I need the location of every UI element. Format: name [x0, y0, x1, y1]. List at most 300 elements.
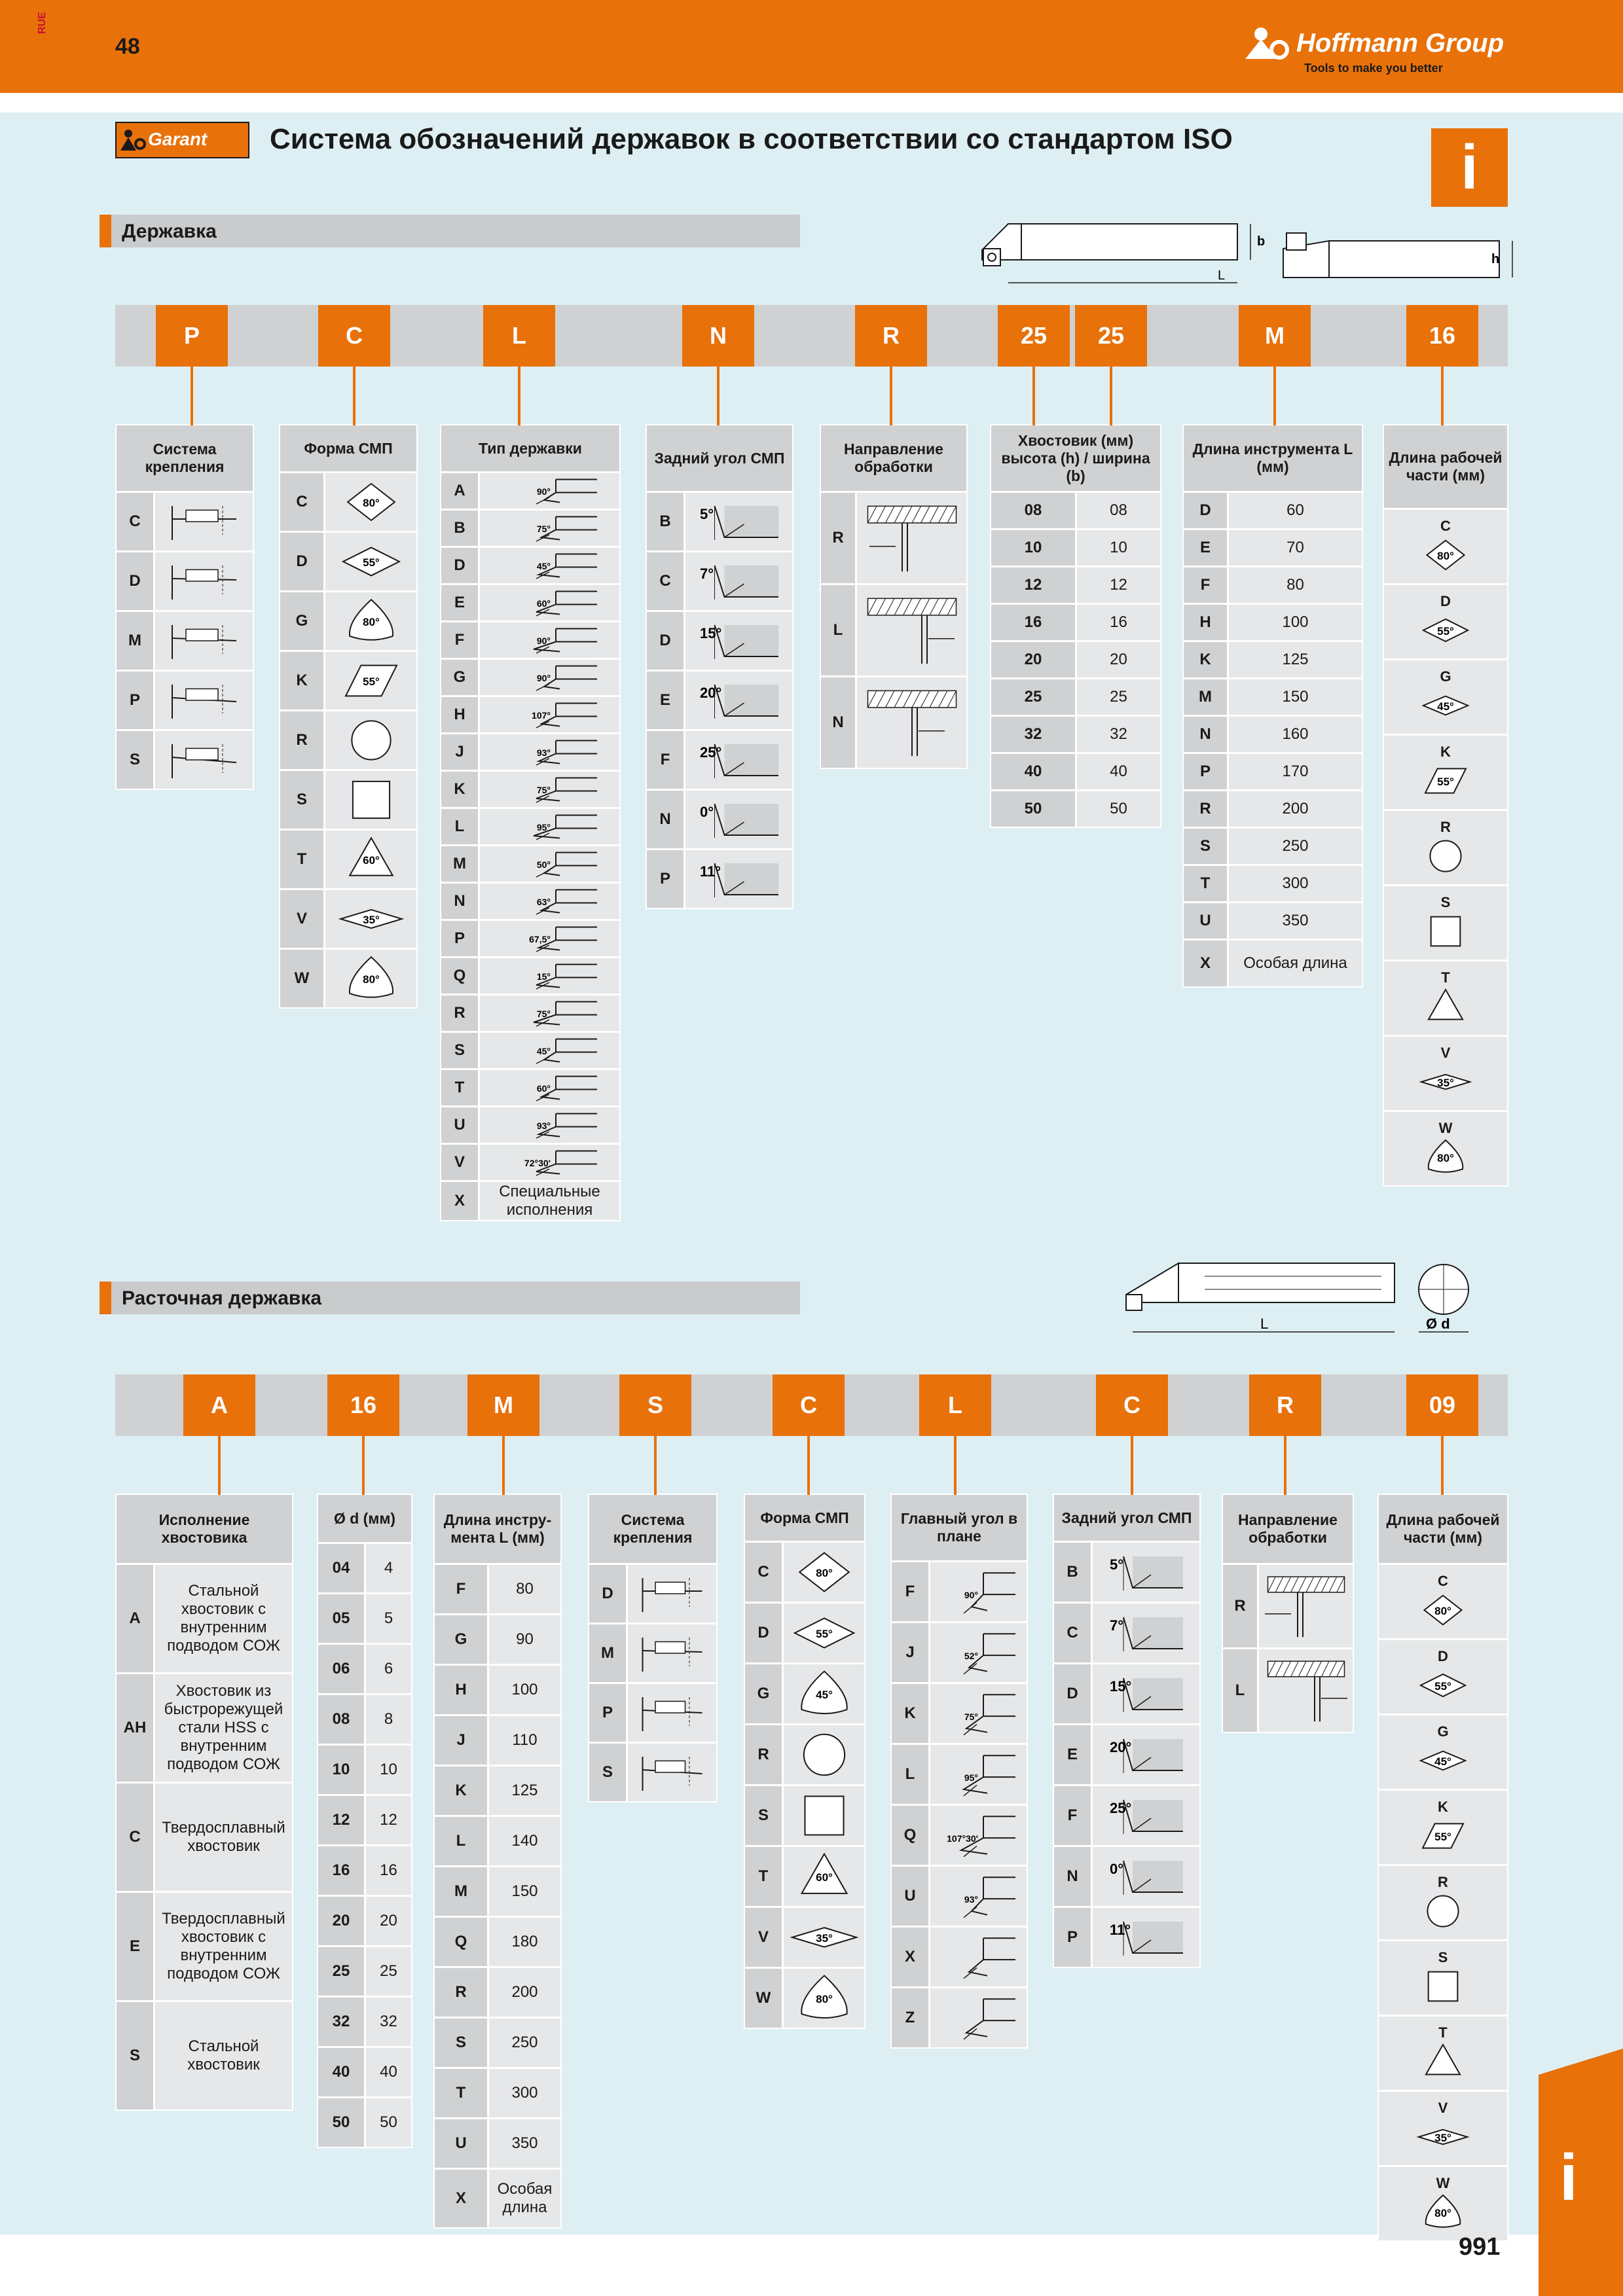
value-cell: 32 [1077, 717, 1160, 752]
code-cell: U [435, 2119, 487, 2168]
angle-label: 25° [699, 744, 721, 761]
value-cell: 6 [366, 1645, 411, 1693]
insert-shape-icon [335, 953, 407, 1004]
insert-shape-icon [335, 655, 407, 706]
table-row [441, 583, 619, 620]
table-row [1184, 491, 1362, 528]
insert-shape-icon [1416, 911, 1475, 952]
code-box: L [483, 305, 555, 367]
tool-profile-icon [933, 1626, 1025, 1679]
value-cell: 16 [1077, 605, 1160, 640]
section-accent [100, 1282, 111, 1314]
table-row [1379, 1638, 1507, 1713]
table-row [441, 994, 619, 1031]
icon-cell [480, 511, 619, 546]
edge-cell [1379, 1565, 1507, 1638]
table-row [441, 919, 619, 956]
code-cell: P [117, 672, 153, 729]
value-cell: Твердосплавный хвостовик [155, 1784, 292, 1891]
edge-length-column [1383, 424, 1508, 1187]
table-row [647, 610, 792, 670]
value-cell: 80 [489, 1565, 560, 1613]
tool-profile-icon [933, 1991, 1025, 2045]
code-box: R [855, 305, 927, 367]
code-cell: N [821, 677, 855, 768]
column-header: Исполнение хвостовика [117, 1495, 292, 1563]
tool-profile-icon [933, 1869, 1025, 1923]
angle-label: 60° [536, 1083, 551, 1094]
table-row [1184, 827, 1362, 864]
tool-profile-icon [491, 1071, 609, 1104]
icon-cell [480, 548, 619, 583]
table-row [435, 1714, 560, 1765]
column-header: Направление обработки [821, 425, 966, 491]
column-header: Длина инстру-мента L (мм) [435, 1495, 560, 1563]
code-cell: S [280, 771, 323, 829]
edge-letter: R [1438, 1874, 1448, 1890]
angle-label: 45° [536, 1046, 551, 1056]
angle-label: 55° [1437, 776, 1454, 788]
table-row [441, 471, 619, 509]
icon-cell [480, 1033, 619, 1068]
table-row [745, 1784, 864, 1845]
angle-label: 80° [362, 616, 380, 628]
clamping-icon [630, 1746, 715, 1799]
edge-letter: T [1441, 969, 1450, 986]
code-cell: M [435, 1867, 487, 1916]
insert-shape-icon [788, 1606, 860, 1660]
icon-cell [784, 1786, 864, 1845]
angle-label: 52° [964, 1650, 978, 1661]
table-row [745, 1967, 864, 2028]
table-row [745, 1662, 864, 1723]
value-cell: 12 [1077, 567, 1160, 603]
code-cell: T [1184, 866, 1227, 901]
icon-cell [784, 1543, 864, 1602]
icon-cell [325, 592, 416, 650]
icon-cell [930, 1928, 1027, 1986]
connector-line [1441, 1436, 1444, 1495]
angle-label: 50° [536, 859, 551, 870]
code-cell: S [117, 2002, 153, 2109]
angle-label: 75° [964, 1711, 978, 1722]
value-cell: 32 [366, 1998, 411, 2046]
icon-cell [480, 734, 619, 770]
column-header: Ø d (мм) [318, 1495, 411, 1542]
code-cell: S [117, 731, 153, 789]
table-row [1379, 2090, 1507, 2165]
tool-profile-icon [933, 1748, 1025, 1801]
edge-cell [1379, 1866, 1507, 1939]
table-row [280, 709, 416, 769]
page-number-top: 48 [115, 34, 140, 59]
garant-label: Garant [148, 129, 208, 149]
section-boring-bar [100, 1282, 800, 1314]
table-row [441, 695, 619, 732]
code-cell: C [1054, 1604, 1091, 1662]
code-cell: K [435, 1767, 487, 1815]
icon-cell [628, 1684, 716, 1742]
table-row [647, 670, 792, 729]
angle-label: 0° [1109, 1861, 1123, 1877]
table-row [441, 1105, 619, 1143]
edge-letter: W [1436, 2175, 1450, 2191]
code-cell: 32 [991, 717, 1075, 752]
angle-label: 15° [699, 625, 721, 641]
edge-cell [1384, 660, 1507, 734]
code-cell: T [280, 831, 323, 888]
icon-cell [685, 731, 792, 789]
clearance-icon [1101, 1789, 1192, 1842]
table-row [1379, 2015, 1507, 2090]
table-row [318, 1794, 411, 1844]
code-cell: T [745, 1847, 782, 1906]
connector-line [807, 1436, 810, 1495]
value-cell: 40 [1077, 754, 1160, 789]
table-row [892, 1926, 1027, 1986]
icon-cell [480, 622, 619, 658]
column-header: Главный угол в плане [892, 1495, 1027, 1560]
table-row [1184, 528, 1362, 565]
column-header: Тип державки [441, 425, 619, 471]
tool-profile-icon [491, 885, 609, 918]
value-cell: 250 [489, 2018, 560, 2067]
insert-shape-icon [335, 834, 407, 885]
table-row [117, 610, 253, 670]
table-row [318, 1895, 411, 1945]
table-row [647, 789, 792, 848]
angle-label: 75° [536, 524, 551, 534]
table-row [892, 1560, 1027, 1621]
icon-cell [480, 809, 619, 844]
angle-label: 55° [1434, 1680, 1451, 1693]
direction-column [1222, 1494, 1354, 1733]
insert-shape-icon [788, 1545, 860, 1599]
code-cell: E [441, 585, 478, 620]
angle-label: 93° [536, 1121, 551, 1131]
table-row [1384, 658, 1507, 734]
table-row [991, 677, 1160, 715]
table-row [1379, 1563, 1507, 1638]
table-row [1054, 1906, 1199, 1967]
tool-profile-icon [491, 848, 609, 880]
table-row [1379, 1864, 1507, 1939]
icon-cell [930, 1867, 1027, 1926]
edge-letter: C [1440, 518, 1451, 534]
code-cell: AH [117, 1674, 153, 1782]
table-row [318, 1592, 411, 1643]
column-header: Длина рабочей части (мм) [1379, 1495, 1507, 1563]
code-cell: P [647, 850, 684, 908]
angle-label: 60° [536, 598, 551, 609]
icon-cell [480, 884, 619, 919]
icon-cell [857, 585, 966, 675]
value-cell: 250 [1229, 829, 1362, 864]
code-cell: S [441, 1033, 478, 1068]
insert-shape-icon [1413, 2041, 1472, 2082]
side-info-icon: i [1559, 2141, 1578, 2214]
insert-shape-icon [1413, 2117, 1472, 2157]
table-row [117, 550, 253, 610]
diagram-b-label: b [1257, 234, 1266, 249]
table-row [441, 1068, 619, 1105]
angle-label: 107° [531, 710, 551, 721]
edge-cell [1384, 886, 1507, 960]
code-cell: F [892, 1562, 928, 1621]
angle-label: 55° [1434, 1831, 1451, 1843]
code-box: C [318, 305, 390, 367]
code-cell: V [745, 1908, 782, 1967]
table-row [280, 531, 416, 590]
hoffmann-logo [1244, 25, 1519, 77]
icon-cell [857, 493, 966, 583]
page-number-bottom: 991 [1459, 2233, 1501, 2261]
table-row [280, 769, 416, 829]
clamping-icon [630, 1568, 715, 1620]
angle-label: 93° [964, 1893, 978, 1905]
table-row [1184, 603, 1362, 640]
diagram-h-label: h [1491, 252, 1500, 266]
table-row [318, 1996, 411, 2046]
code-cell: Q [892, 1806, 928, 1865]
table-row [280, 590, 416, 650]
code-cell: G [745, 1664, 782, 1723]
edge-cell [1384, 1037, 1507, 1110]
icon-cell [857, 677, 966, 768]
table-row [991, 603, 1160, 640]
angle-label: 80° [815, 1567, 833, 1579]
code-cell: F [1054, 1786, 1091, 1845]
angle-label: 15° [1109, 1678, 1131, 1695]
code-cell: D [117, 552, 153, 610]
edge-letter: W [1438, 1120, 1453, 1136]
value-cell: 4 [366, 1544, 411, 1592]
tool-profile-icon [491, 624, 609, 656]
edge-cell [1379, 1715, 1507, 1789]
code-cell: F [1184, 567, 1227, 603]
icon-cell [155, 612, 253, 670]
table-row [991, 491, 1160, 528]
column-header: Задний угол СМП [647, 425, 792, 491]
edge-length-column [1377, 1494, 1508, 2242]
table-row [589, 1623, 716, 1682]
insert-shape-icon [788, 1789, 860, 1842]
clearance-icon [1101, 1607, 1192, 1659]
table-row [991, 528, 1160, 565]
table-row [441, 844, 619, 882]
tool-profile-icon [491, 661, 609, 694]
code-cell: H [441, 697, 478, 732]
code-cell: 32 [318, 1998, 364, 2046]
code-cell: Q [441, 958, 478, 994]
insert-shape-icon [1416, 761, 1475, 801]
tool-profile-icon [491, 512, 609, 545]
column-header: Направление обработки [1223, 1495, 1353, 1563]
angle-label: 95° [536, 822, 551, 833]
code-box: L [919, 1374, 991, 1436]
direction-icon [863, 681, 961, 764]
icon-cell [480, 921, 619, 956]
code-cell: H [1184, 605, 1227, 640]
clamping-icon [630, 1627, 715, 1679]
value-cell: 20 [366, 1897, 411, 1945]
edge-letter: D [1440, 593, 1451, 609]
tool-profile-icon [491, 586, 609, 619]
boring-bar-diagram [1106, 1244, 1512, 1342]
connector-line [1284, 1436, 1286, 1495]
table-row [1184, 677, 1362, 715]
edge-cell [1384, 1112, 1507, 1185]
clamping-icon [630, 1687, 715, 1739]
table-row [435, 1815, 560, 1865]
connector-line [1032, 367, 1035, 425]
connector-line [717, 367, 720, 425]
edge-letter: C [1438, 1573, 1448, 1589]
holder-diagram [969, 209, 1532, 295]
icon-cell [930, 1745, 1027, 1804]
edge-cell [1384, 811, 1507, 884]
info-icon: i [1431, 128, 1508, 207]
table-row [435, 2117, 560, 2168]
clamping-icon [158, 734, 250, 786]
icon-cell [480, 585, 619, 620]
icon-cell [685, 493, 792, 550]
code-cell: J [892, 1623, 928, 1682]
code-cell: D [647, 612, 684, 670]
icon-cell [784, 1725, 864, 1784]
edge-cell [1384, 736, 1507, 809]
code-cell: P [1054, 1908, 1091, 1967]
angle-label: 35° [1434, 2132, 1451, 2144]
table-row [892, 1682, 1027, 1743]
value-cell: Специальные исполнения [480, 1182, 619, 1220]
value-cell: 110 [489, 1716, 560, 1765]
code-cell: B [1054, 1543, 1091, 1602]
code-cell: D [1054, 1664, 1091, 1723]
insert-shape-icon [1416, 535, 1475, 575]
icon-cell [784, 1969, 864, 2028]
angle-label: 55° [815, 1628, 833, 1640]
table-row [1184, 864, 1362, 901]
angle-label: 35° [1437, 1077, 1454, 1089]
insert-shape-column [744, 1494, 866, 2029]
code-cell: 50 [318, 2098, 364, 2147]
table-row [117, 729, 253, 789]
code-box: N [682, 305, 754, 367]
insert-shape-icon [788, 1667, 860, 1721]
edge-cell [1379, 2167, 1507, 2240]
code-box: A [183, 1374, 255, 1436]
table-row [117, 670, 253, 729]
edge-cell [1379, 2092, 1507, 2165]
table-row [892, 1865, 1027, 1926]
code-cell: 16 [991, 605, 1075, 640]
code-cell: L [435, 1817, 487, 1865]
clearance-icon [690, 615, 788, 667]
angle-label: 45° [1434, 1755, 1451, 1768]
table-row [117, 1672, 292, 1782]
column-header: Форма СМП [745, 1495, 864, 1541]
table-row [435, 1916, 560, 1966]
value-cell: 160 [1229, 717, 1362, 752]
edge-letter: D [1438, 1648, 1448, 1664]
clamping-icon [158, 615, 250, 667]
edge-letter: R [1440, 819, 1451, 835]
value-cell: 70 [1229, 530, 1362, 565]
shank-size-column [990, 424, 1161, 828]
clearance-column [646, 424, 793, 909]
edge-cell [1379, 1640, 1507, 1713]
value-cell: 80 [1229, 567, 1362, 603]
table-row [318, 1643, 411, 1693]
icon-cell [685, 672, 792, 729]
clearance-icon [1101, 1729, 1192, 1781]
icon-cell [685, 850, 792, 908]
table-row [280, 650, 416, 709]
icon-cell [480, 660, 619, 695]
connector-line [518, 367, 520, 425]
edge-letter: G [1437, 1723, 1449, 1740]
table-row [1384, 1035, 1507, 1110]
table-row [1184, 901, 1362, 939]
code-cell: B [441, 511, 478, 546]
value-cell: Хвостовик из быстрорежущей стали HSS с внутренним подводом СОЖ [155, 1674, 292, 1782]
code-cell: H [435, 1666, 487, 1714]
connector-line [1273, 367, 1276, 425]
insert-shape-icon [788, 1728, 860, 1782]
angle-label: 80° [362, 497, 380, 509]
table-row [435, 2168, 560, 2227]
table-row [1054, 1723, 1199, 1784]
code-box: M [467, 1374, 539, 1436]
insert-shape-icon [788, 1850, 860, 1903]
icon-cell [480, 846, 619, 882]
direction-icon [863, 496, 961, 580]
table-row [117, 491, 253, 550]
table-row [441, 620, 619, 658]
tool-profile-icon [933, 1930, 1025, 1984]
direction-icon [863, 588, 961, 672]
table-row [991, 752, 1160, 789]
angle-label: 95° [964, 1772, 978, 1783]
table-row [1384, 1110, 1507, 1185]
angle-label: 90° [964, 1589, 978, 1600]
icon-cell [480, 473, 619, 509]
value-cell: 10 [1077, 530, 1160, 565]
code-cell: K [1184, 642, 1227, 677]
code-cell: K [892, 1684, 928, 1743]
table-row [821, 583, 966, 675]
angle-label: 20° [1109, 1739, 1131, 1755]
table-row [280, 888, 416, 948]
table-row [745, 1602, 864, 1662]
table-row [441, 956, 619, 994]
angle-label: 80° [1434, 1605, 1451, 1617]
section-holder-bar [100, 215, 800, 247]
value-cell: 200 [1229, 791, 1362, 827]
table-row [441, 658, 619, 695]
icon-cell [325, 652, 416, 709]
shank-type-column [115, 1494, 293, 2111]
table-row [892, 1743, 1027, 1804]
clearance-icon [690, 674, 788, 726]
icon-cell [480, 697, 619, 732]
clamping-icon [158, 555, 250, 607]
code-box: P [156, 305, 228, 367]
table-row [589, 1563, 716, 1623]
section-accent [100, 215, 111, 247]
edge-letter: V [1440, 1045, 1451, 1061]
